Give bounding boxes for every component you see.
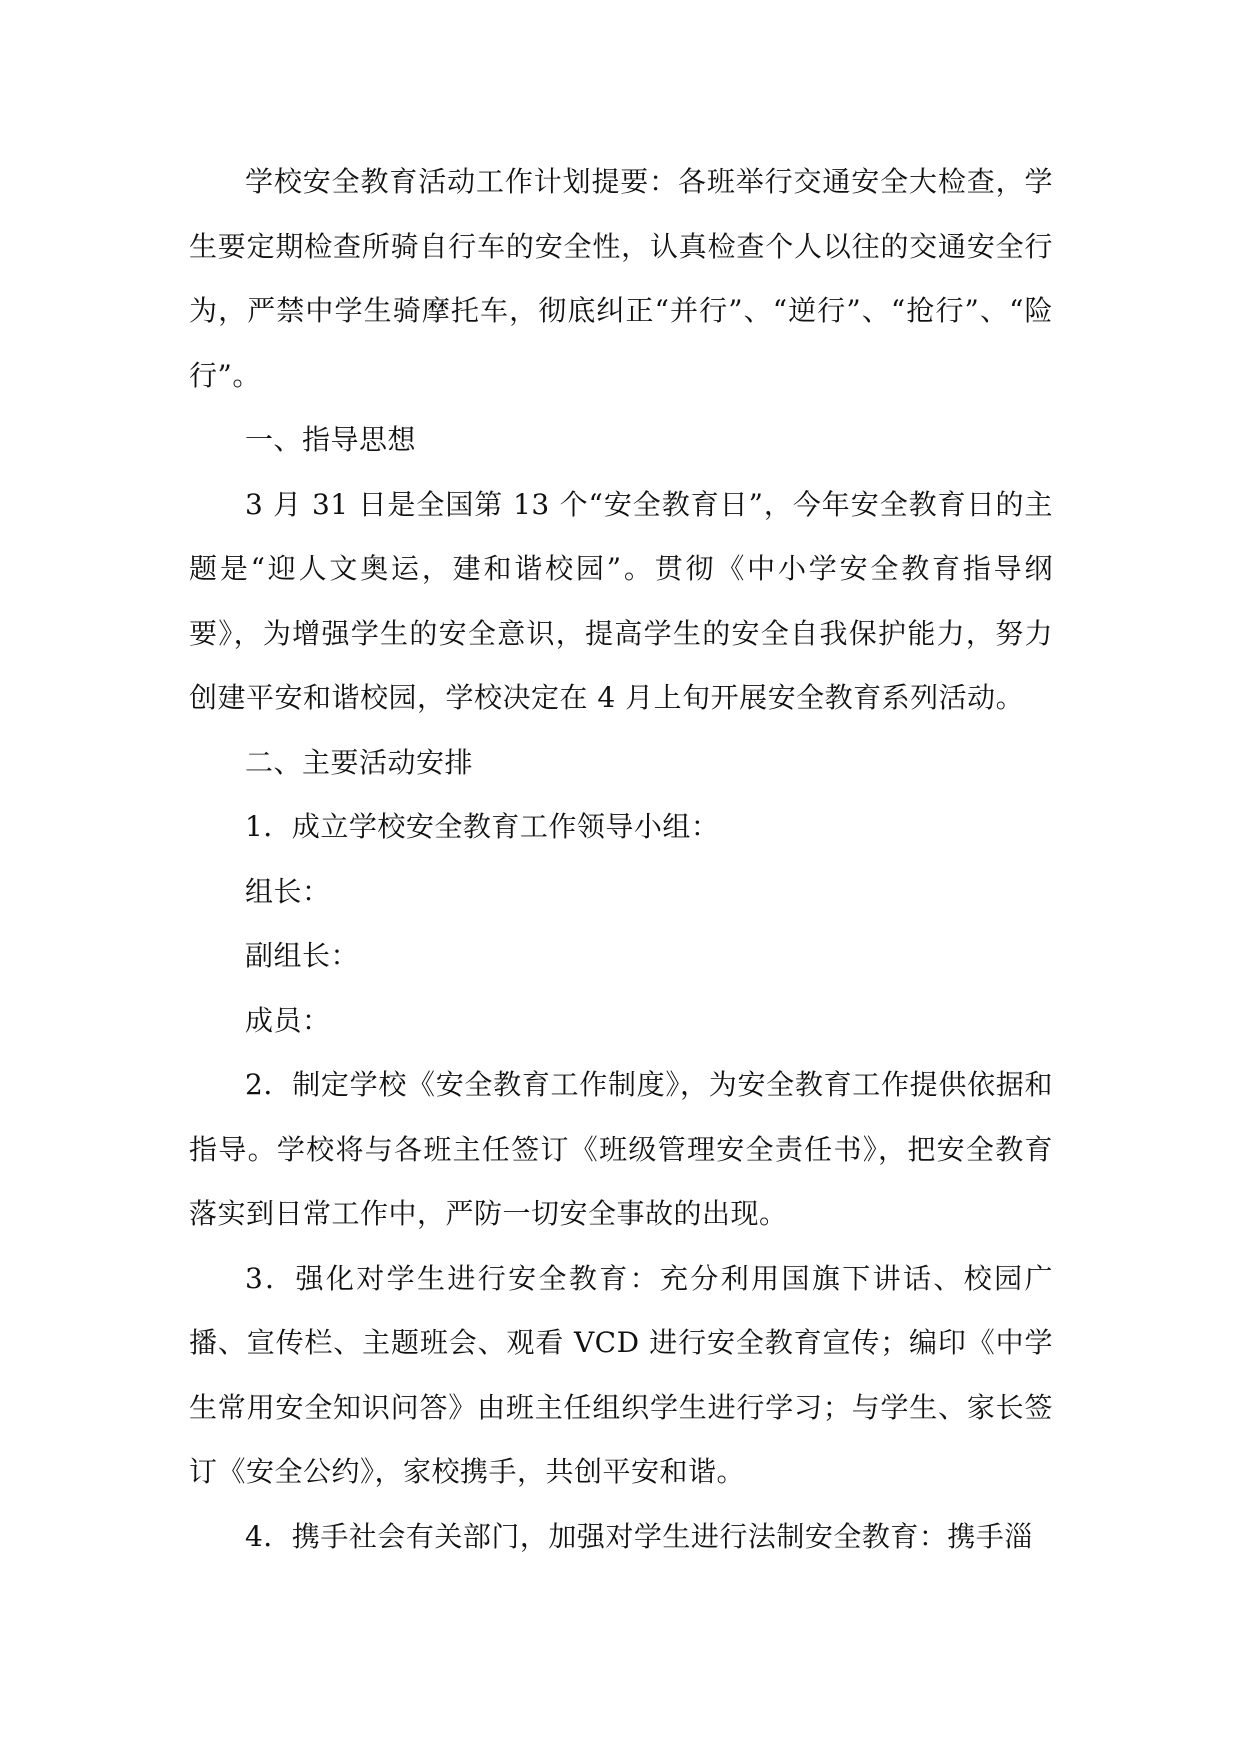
guiding-ideology-paragraph: 3 月 31 日是全国第 13 个“安全教育日”，今年安全教育日的主题是“迎人文奥运，建和谐校园”。贯彻《中小学安全教育指导纲要》，为增强学生的安全意识，提高学生的安全自我保护能力，努力创建平安和谐校园，学校决定在 4 月上旬开展安全教育系列活动。 bbox=[189, 487, 1053, 714]
activity-item-2: 2．制定学校《安全教育工作制度》，为安全教育工作提供依据和指导。学校将与各班主任签订《班级管理安全责任书》，把安全教育落实到日常工作中，严防一切安全事故的出现。 bbox=[189, 1068, 1053, 1230]
deputy-leader-line: 副组长： bbox=[245, 939, 360, 972]
section-heading-guiding-ideology: 一、指导思想 bbox=[245, 423, 417, 456]
document-body bbox=[189, 150, 1053, 1569]
activity-item-3: 3．强化对学生进行安全教育：充分利用国旗下讲话、校园广播、宣传栏、主题班会、观看 VCD 进行安全教育宣传；编印《中学生常用安全知识问答》由班主任组织学生进行学习；与学生、家长签订《安全公约》，家校携手，共创平安和谐。 bbox=[189, 1261, 1053, 1488]
activity-item-4: 4．携手社会有关部门，加强对学生进行法制安全教育：携手淄 bbox=[245, 1519, 1033, 1553]
group-leader-line: 组长： bbox=[245, 874, 331, 908]
intro-paragraph: 学校安全教育活动工作计划提要：各班举行交通安全大检查，学生要定期检查所骑自行车的安全性，认真检查个人以往的交通安全行为，严禁中学生骑摩托车，彻底纠正“并行”、“逆行”、“抢行”、“险行”。 bbox=[189, 165, 1053, 392]
activity-item-1: 1．成立学校安全教育工作领导小组： bbox=[245, 810, 720, 843]
members-line: 成员： bbox=[245, 1003, 331, 1037]
section-heading-main-activities: 二、主要活动安排 bbox=[245, 745, 474, 779]
